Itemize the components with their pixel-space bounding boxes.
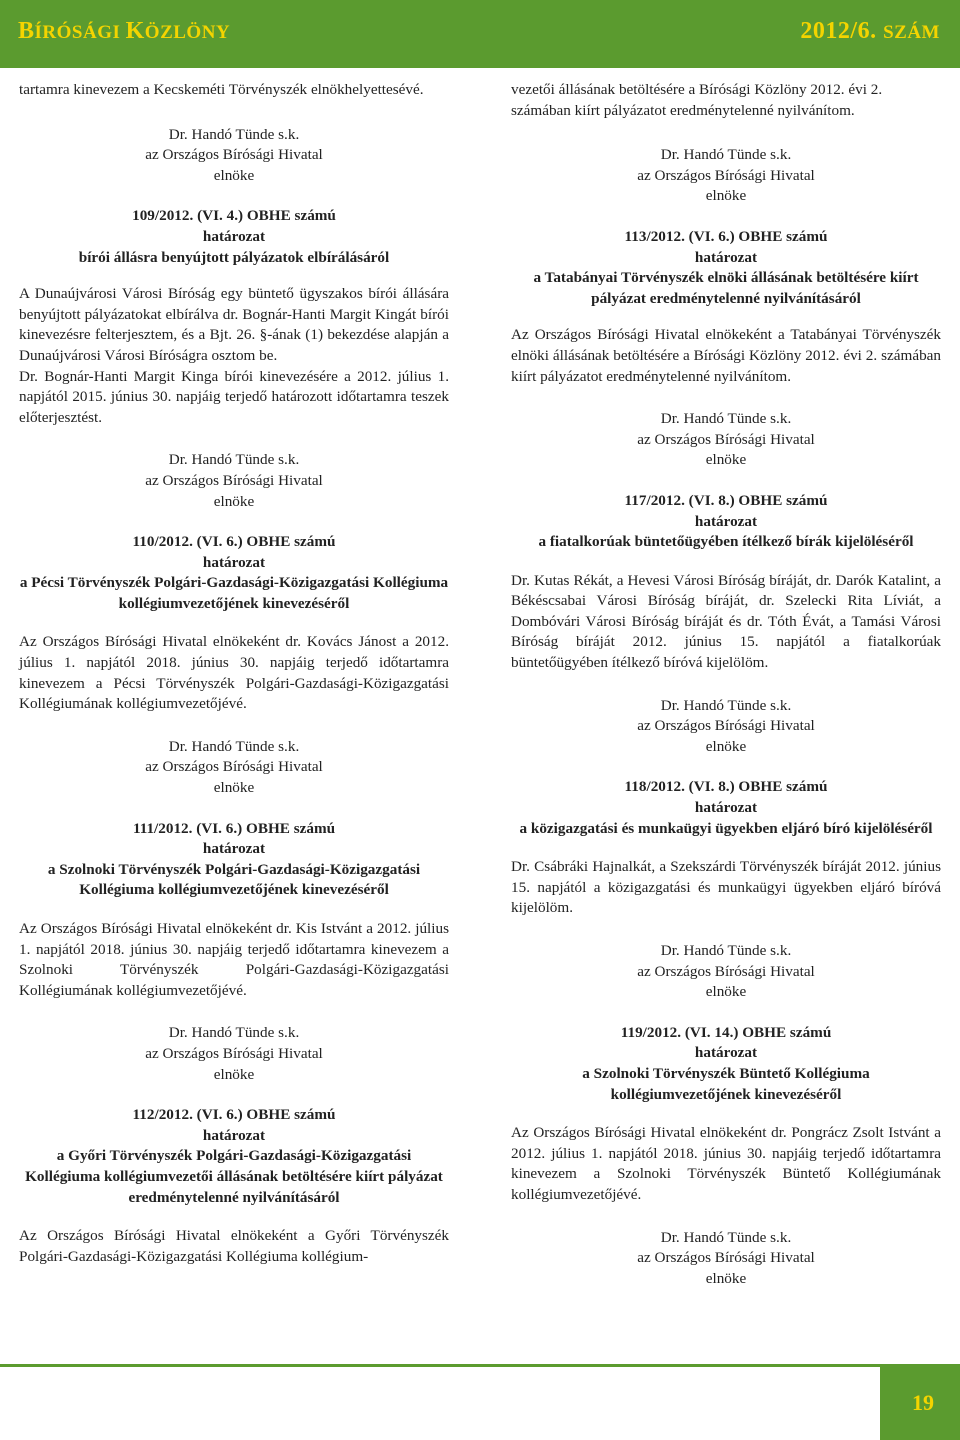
journal-title: BÍRÓSÁGI KÖZLÖNY [18,18,231,44]
decision-heading-112: 112/2012. (VI. 6.) OBHE számú határozat a Győri Törvényszék Polgári-Gazdasági-Közigazgatási Kollégiuma kollégiumvezetői állásának betöltésére kiírt pályázat eredménytelenné nyilvánításáról [25,1106,443,1206]
signer-name: Dr. Handó Tünde s.k. [660,146,792,164]
signer-office: az Országos Bírósági Hivatal [637,962,815,980]
signature-block [511,409,941,471]
signer-name: Dr. Handó Tünde s.k. [168,125,300,143]
page-number: 19 [912,1390,934,1415]
signer-name: Dr. Handó Tünde s.k. [168,451,300,469]
signer-role: elnöke [705,737,747,755]
signature-block [511,1228,941,1290]
signer-role: elnöke [705,983,747,1001]
decision-body: Az Országos Bírósági Hivatal elnökeként dr. Pongrácz Zsolt Istvánt a 2012. július 1. napjától 2018. június 30. napjáig terjedő időtartamra kinevezem a Szolnoki Törvényszék Büntető Kollégiumának kollégiumvezetőjévé. [511,1124,941,1203]
signature-block [19,450,449,512]
signer-role: elnöke [213,779,255,797]
decision-heading-118: 118/2012. (VI. 8.) OBHE számú határozat a közigazgatási és munkaügyi ügyekben eljáró bíró kijelöléséről [519,778,933,837]
right-column [511,80,941,1289]
issue-number: 2012/6. SZÁM [800,18,940,44]
signer-role: elnöke [705,187,747,205]
decision-body: Az Országos Bírósági Hivatal elnökeként dr. Kovács Jánost a 2012. július 1. napjától 2018. június 30. napjáig terjedő időtartamra kinevezem a Pécsi Törvényszék Polgári-Gazdasági-Közigazgatási Kollégiumának kollégiumvezetőjévé. [19,633,449,713]
signer-role: elnöke [213,492,255,510]
signature-block [19,737,449,799]
decision-body: Dr. Bognár-Hanti Margit Kinga bírói kinevezésére a 2012. július 1. napjától 2015. június 30. napjáig terjedő határozott időtartamra teszek előterjesztést. [19,367,449,426]
decision-heading-110: 110/2012. (VI. 6.) OBHE számú határozat a Pécsi Törvényszék Polgári-Gazdasági-Közigazgatási Kollégiuma kollégiumvezetőjének kinevezéséről [19,533,449,612]
paragraph: vezetői állásának betöltésére a Bírósági Közlöny 2012. évi 2. számában kiírt pályázatot eredménytelenné nyilvánítom. [511,81,883,119]
signer-office: az Országos Bírósági Hivatal [145,471,323,489]
signer-office: az Országos Bírósági Hivatal [637,1249,815,1267]
signature-block [511,696,941,758]
decision-body: Dr. Csábráki Hajnalkát, a Szekszárdi Törvényszék bíráját 2012. június 15. napjától a közigazgatási és munkaügyi ügyekben eljáró bíróvá kijelölöm. [511,858,941,917]
signer-name: Dr. Handó Tünde s.k. [168,1024,300,1042]
signer-name: Dr. Handó Tünde s.k. [660,696,792,714]
decision-body: Az Országos Bírósági Hivatal elnökeként dr. Kis Istvánt a 2012. július 1. napjától 2018. június 30. napjáig terjedő időtartamra kinevezem a Szolnoki Törvényszék Polgári-Gazdasági-Közigazgatási Kollégiumának kollégiumvezetőjévé. [19,920,449,999]
signature-block [511,145,941,207]
paragraph: tartamra kinevezem a Kecskeméti Törvényszék elnökhelyettesévé. [19,81,424,98]
signer-name: Dr. Handó Tünde s.k. [660,1228,792,1246]
footer-rule [0,1364,960,1367]
signature-block [511,941,941,1003]
decision-heading-117: 117/2012. (VI. 8.) OBHE számú határozat a fiatalkorúak büntetőügyében ítélkező bírák kijelöléséről [538,491,914,551]
signer-office: az Országos Bírósági Hivatal [145,1044,323,1062]
signature-block [19,125,449,187]
signer-name: Dr. Handó Tünde s.k. [660,410,792,428]
decision-heading-113: 113/2012. (VI. 6.) OBHE számú határozat a Tatabányai Törvényszék elnöki állásának betöltésére kiírt pályázat eredménytelenné nyilvánításáról [533,227,919,307]
decision-body: Az Országos Bírósági Hivatal elnökeként a Tatabányai Törvényszék elnöki állásának betöltésére a Bírósági Közlöny 2012. évi 2. számában kiírt pályázatot eredménytelenné nyilvánítom. [511,326,941,385]
signer-role: elnöke [705,1269,747,1287]
decision-heading-111: 111/2012. (VI. 6.) OBHE számú határozat a Szolnoki Törvényszék Polgári-Gazdasági-Közigazgatási Kollégiuma kollégiumvezetőjének kinevezéséről [47,819,421,899]
signature-block [19,1023,449,1085]
decision-body: Dr. Kutas Rékát, a Hevesi Városi Bíróság bíráját, dr. Darók Katalint, a Békéscsabai Városi Bíróság bíráját, dr. Szelecki Rita Líviát, a Dombóvári Városi Bíróság bíráját és dr. Tóth Évát, a Tamási Városi Bíróság bíráját 2012. június 15. napjától a fiatalkorúak büntetőügyében ítélkező bíróvá kijelölöm. [511,571,941,672]
signer-office: az Országos Bírósági Hivatal [637,430,815,448]
signer-office: az Országos Bírósági Hivatal [145,146,323,164]
decision-body: A Dunaújvárosi Városi Bíróság egy büntető ügyszakos bírói állására benyújtott pályázatokat elbírálva dr. Bognár-Hanti Margit Kingát bírói kinevezésre felterjesztem, és a Bjt. 26. §-ának (1) bekezdése alapján a Dunaújvárosi Városi Bíróságra osztom be. [19,285,449,364]
signer-office: az Országos Bírósági Hivatal [637,717,815,735]
signer-role: elnöke [705,451,747,469]
signer-office: az Országos Bírósági Hivatal [145,758,323,776]
signer-name: Dr. Handó Tünde s.k. [660,942,792,959]
signer-name: Dr. Handó Tünde s.k. [168,737,300,755]
decision-heading-109: 109/2012. (VI. 4.) OBHE számú határozat bírói állásra benyújtott pályázatok elbírálásáról [78,207,390,266]
decision-body: Az Országos Bírósági Hivatal elnökeként a Győri Törvényszék Polgári-Gazdasági-Közigazgatási Kollégiuma kollégium- [19,1227,449,1265]
signer-role: elnöke [213,1065,255,1083]
decision-heading-119: 119/2012. (VI. 14.) OBHE számú határozat a Szolnoki Törvényszék Büntető Kollégiuma kollégiumvezetőjének kinevezéséről [582,1023,870,1103]
signer-office: az Országos Bírósági Hivatal [637,166,815,184]
signer-role: elnöke [213,166,255,184]
left-column [19,80,449,1267]
